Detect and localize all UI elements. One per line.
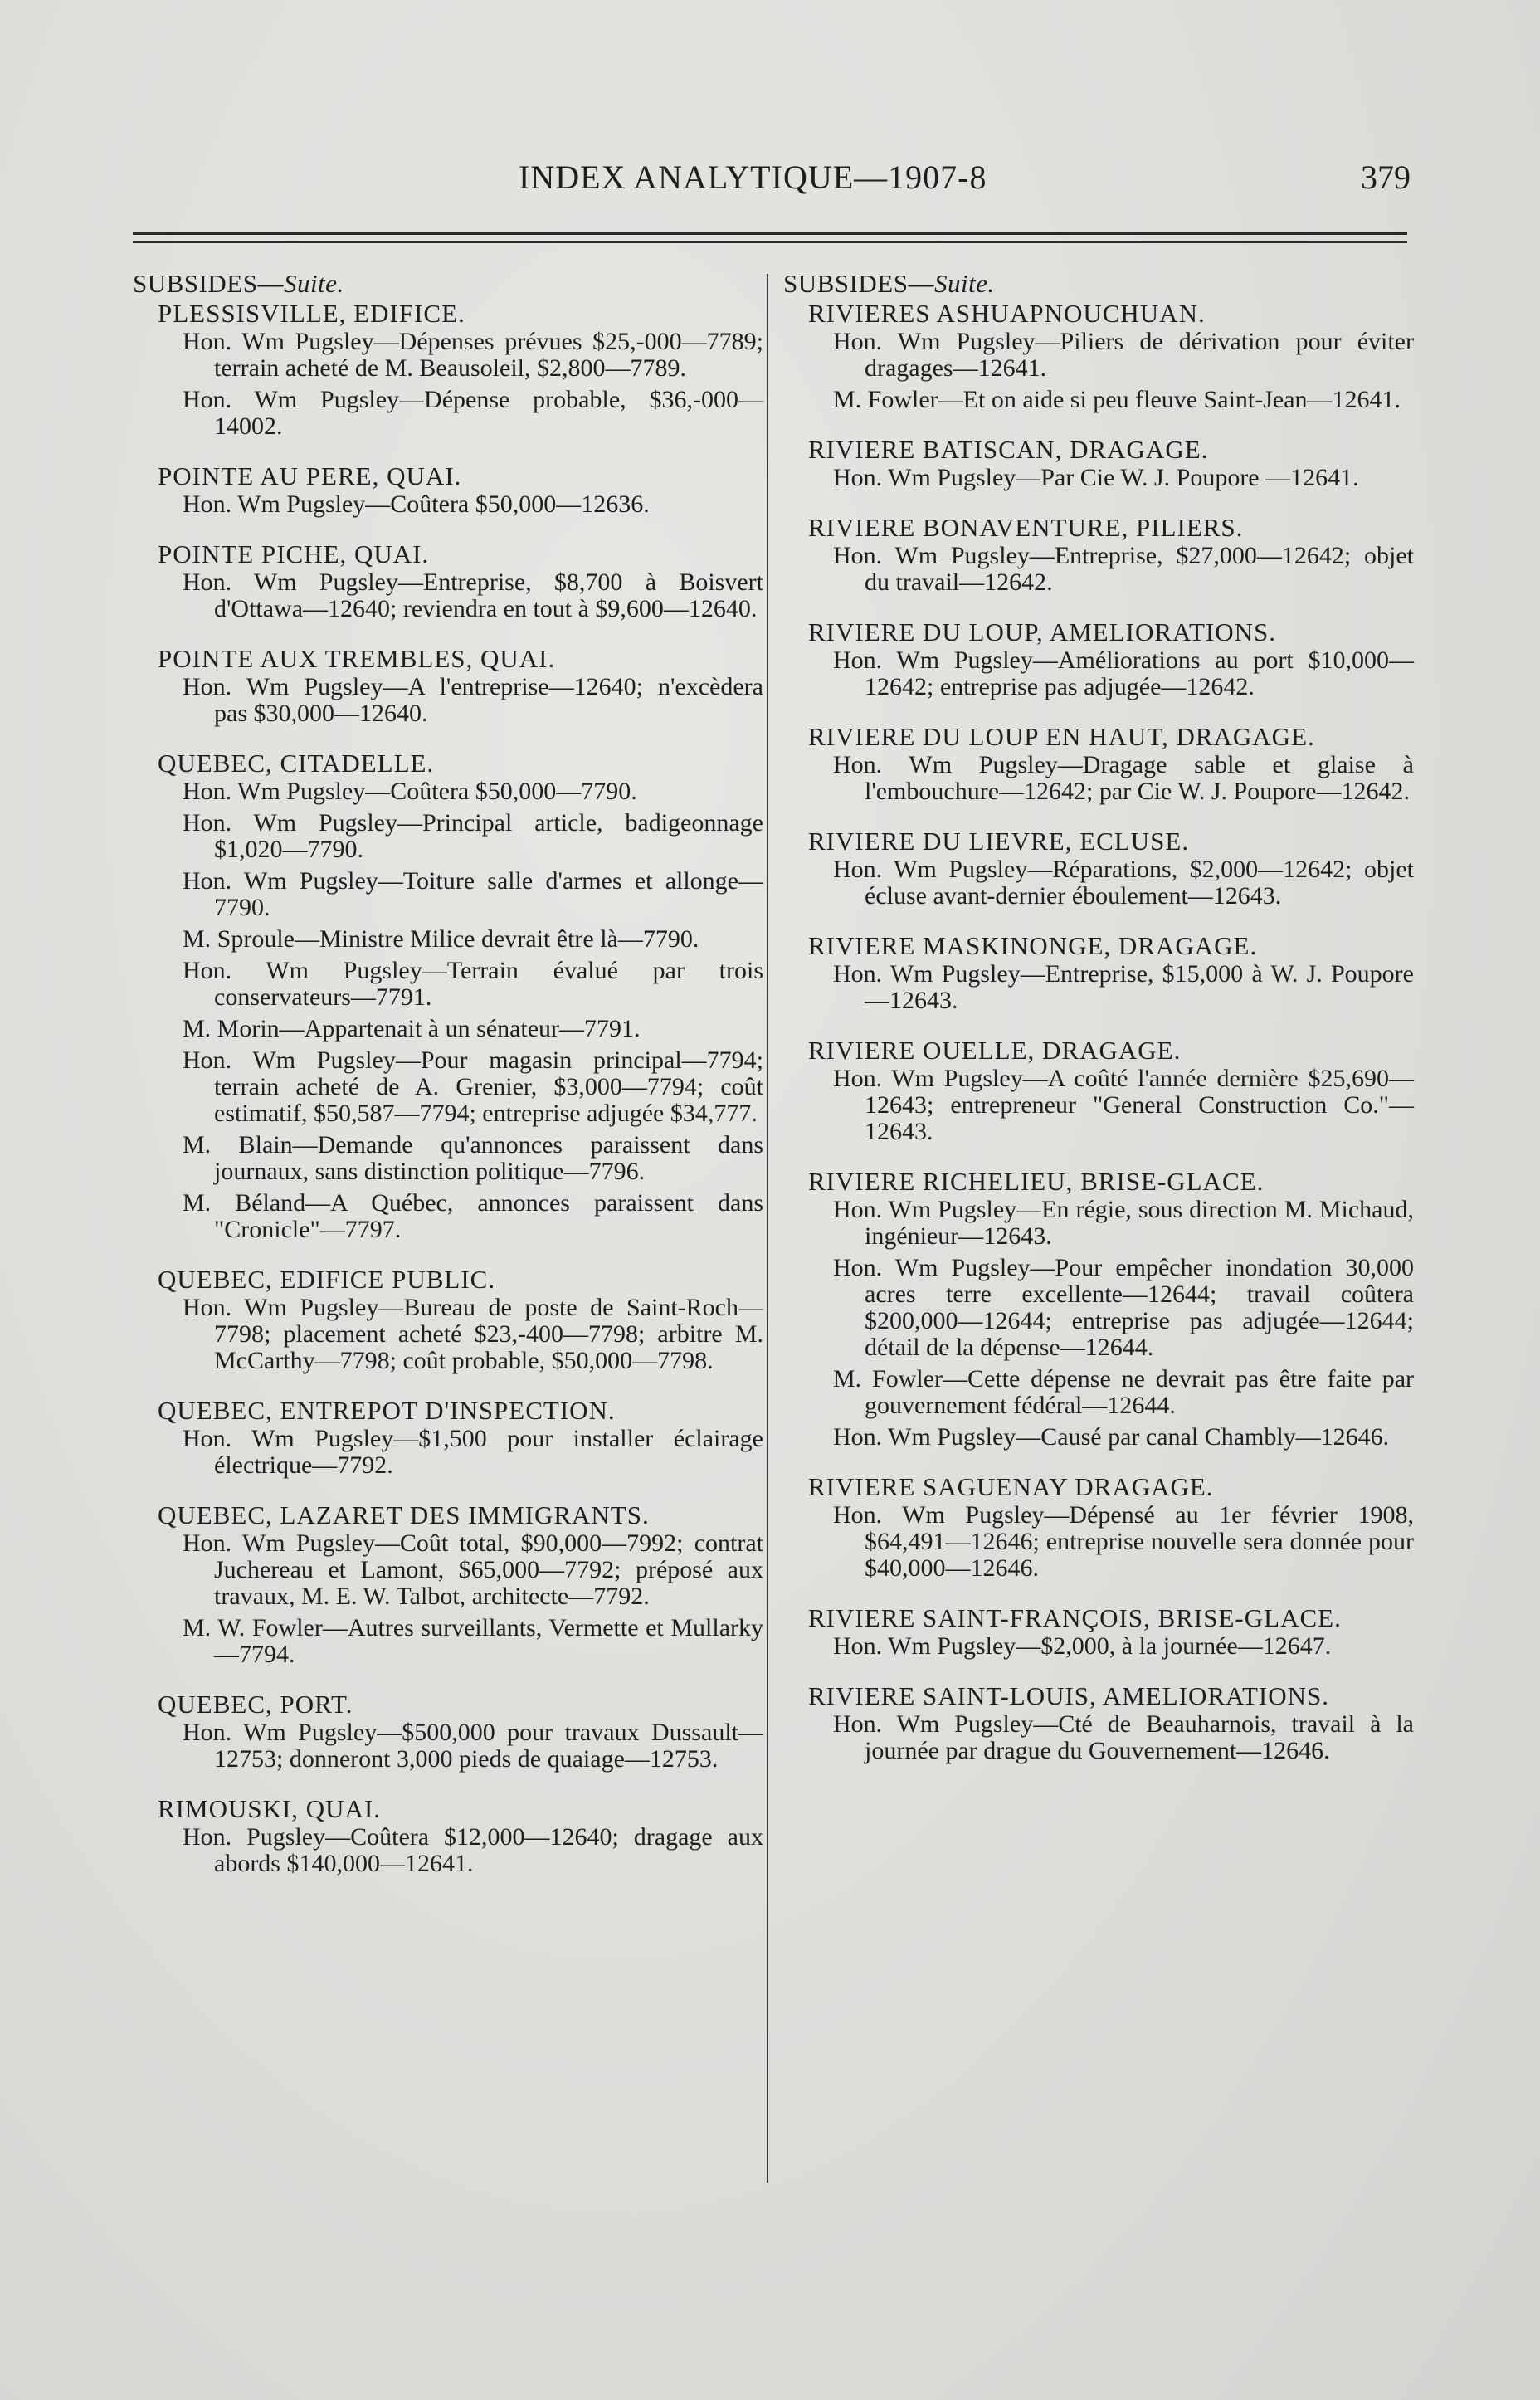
- entry-reference: Hon. Wm Pugsley—Entreprise, $27,000—12642; objet du travail—12642.: [833, 542, 1414, 596]
- entry-reference: Hon. Wm Pugsley—Réparations, $2,000—12642; objet écluse avant-dernier éboulement—12643.: [833, 856, 1414, 910]
- header-rule-thin: [133, 241, 1407, 243]
- entry-reference: Hon. Wm Pugsley—Dépense probable, $36,-000—14002.: [183, 386, 763, 440]
- section-heading-suite: Suite.: [933, 269, 995, 298]
- entry-reference: Hon. Wm Pugsley—Par Cie W. J. Poupore —12641.: [833, 464, 1359, 491]
- entry-reference: Hon. Wm Pugsley—Bureau de poste de Saint-Roch—7798; placement acheté $23,-400—7798; arbitre M. McCarthy—7798; coût probable, $50,000—7798.: [183, 1294, 763, 1374]
- index-entry: [783, 1474, 1414, 1582]
- entry-reference: Hon. Wm Pugsley—Coût total, $90,000—7992; contrat Juchereau et Lamont, $65,000—7792; préposé aux travaux, M. E. W. Talbot, architecte—7792.: [183, 1529, 763, 1610]
- entry-title: QUEBEC, PORT.: [158, 1690, 353, 1719]
- index-entry: [133, 1796, 763, 1877]
- entry-reference: Hon. Wm Pugsley—$2,000, à la journée—12647.: [833, 1632, 1332, 1660]
- entry-title: QUEBEC, EDIFICE PUBLIC.: [158, 1265, 496, 1294]
- entry-reference: Hon. Wm Pugsley—Terrain évalué par trois conservateurs—7791.: [183, 957, 763, 1011]
- section-heading: [133, 271, 763, 297]
- entry-title: RIVIERE RICHELIEU, BRISE-GLACE.: [808, 1167, 1265, 1196]
- entry-reference: Hon. Wm Pugsley—$500,000 pour travaux Dussault—12753; donneront 3,000 pieds de quaiage—12753.: [183, 1719, 763, 1773]
- index-entry: [783, 1683, 1414, 1764]
- entry-reference: Hon. Wm Pugsley—Cté de Beauharnois, travail à la journée par drague du Gouvernement—12646.: [833, 1710, 1414, 1764]
- page-header: [133, 158, 1411, 199]
- index-entry: [783, 619, 1414, 700]
- entry-reference: M. W. Fowler—Autres surveillants, Vermette et Mullarky—7794.: [183, 1614, 763, 1668]
- index-entry: [783, 828, 1414, 910]
- entry-title: RIVIERE BONAVENTURE, PILIERS.: [808, 513, 1244, 542]
- index-entry: [133, 646, 763, 727]
- entry-title: RIMOUSKI, QUAI.: [158, 1794, 382, 1823]
- entry-reference: Hon. Wm Pugsley—Principal article, badigeonnage $1,020—7790.: [183, 809, 763, 863]
- entry-title: POINTE AUX TREMBLES, QUAI.: [158, 644, 556, 673]
- entry-reference: M. Béland—A Québec, annonces paraissent dans "Cronicle"—7797.: [183, 1189, 763, 1243]
- entry-title: RIVIERE SAINT-FRANÇOIS, BRISE-GLACE.: [808, 1603, 1342, 1632]
- index-entry: [783, 724, 1414, 805]
- entry-title: QUEBEC, CITADELLE.: [158, 749, 435, 778]
- entry-reference: M. Sproule—Ministre Milice devrait être là—7790.: [183, 925, 699, 953]
- running-title: INDEX ANALYTIQUE—1907-8: [519, 159, 987, 196]
- entry-reference: Hon. Wm Pugsley—Entreprise, $8,700 à Boisvert d'Ottawa—12640; reviendra en tout à $9,600—12640.: [183, 568, 763, 622]
- entry-title: QUEBEC, LAZARET DES IMMIGRANTS.: [158, 1500, 650, 1529]
- entry-title: POINTE PICHE, QUAI.: [158, 539, 430, 568]
- index-entry: [133, 1398, 763, 1479]
- index-entry: [133, 1691, 763, 1773]
- entry-reference: Hon. Wm Pugsley—$1,500 pour installer éclairage électrique—7792.: [183, 1425, 763, 1479]
- entry-reference: Hon. Wm Pugsley—Pour magasin principal—7794; terrain acheté de A. Grenier, $3,000—7794; coût estimatif, $50,587—7794; entreprise adjugée $34,777.: [183, 1046, 763, 1127]
- index-entry: [133, 1266, 763, 1374]
- entry-reference: Hon. Wm Pugsley—Améliorations au port $10,000—12642; entreprise pas adjugée—12642.: [833, 646, 1414, 700]
- index-entry: [783, 1168, 1414, 1451]
- entry-title: RIVIERE SAGUENAY DRAGAGE.: [808, 1472, 1214, 1501]
- entry-reference: Hon. Wm Pugsley—En régie, sous direction M. Michaud, ingénieur—12643.: [833, 1196, 1414, 1250]
- entry-reference: Hon. Pugsley—Coûtera $12,000—12640; dragage aux abords $140,000—12641.: [183, 1823, 763, 1877]
- entry-reference: Hon. Wm Pugsley—Coûtera $50,000—7790.: [183, 778, 637, 805]
- entry-reference: Hon. Wm Pugsley—Dépensé au 1er février 1908, $64,491—12646; entreprise nouvelle sera donnée pour $40,000—12646.: [833, 1501, 1414, 1582]
- entry-reference: M. Blain—Demande qu'annonces paraissent dans journaux, sans distinction politique—7796.: [183, 1131, 763, 1185]
- entry-title: PLESSISVILLE, EDIFICE.: [158, 299, 465, 328]
- section-heading-suite: Suite.: [283, 269, 344, 298]
- entry-reference: Hon. Wm Pugsley—A coûté l'année dernière $25,690—12643; entrepreneur "General Construction Co."—12643.: [833, 1065, 1414, 1145]
- index-entry: [783, 515, 1414, 596]
- entry-reference: Hon. Wm Pugsley—Dragage sable et glaise à l'embouchure—12642; par Cie W. J. Poupore—12642.: [833, 751, 1414, 805]
- section-heading: [783, 271, 1414, 297]
- column-divider: [767, 274, 768, 2183]
- section-heading-main: SUBSIDES—: [783, 269, 934, 298]
- entry-title: RIVIERE MASKINONGE, DRAGAGE.: [808, 931, 1258, 960]
- index-entry: [783, 1605, 1414, 1660]
- index-entry: [133, 541, 763, 622]
- entry-reference: Hon. Wm Pugsley—Dépenses prévues $25,-000—7789; terrain acheté de M. Beausoleil, $2,800—7789.: [183, 328, 763, 382]
- entry-title: RIVIERE DU LOUP EN HAUT, DRAGAGE.: [808, 722, 1315, 751]
- entry-title: RIVIERES ASHUAPNOUCHUAN.: [808, 299, 1206, 328]
- entry-title: RIVIERE OUELLE, DRAGAGE.: [808, 1036, 1182, 1065]
- index-entry: [133, 300, 763, 440]
- section-heading-main: SUBSIDES—: [133, 269, 284, 298]
- entry-title: RIVIERE DU LOUP, AMELIORATIONS.: [808, 617, 1277, 646]
- entry-title: QUEBEC, ENTREPOT D'INSPECTION.: [158, 1396, 616, 1425]
- entry-title: RIVIERE DU LIEVRE, ECLUSE.: [808, 827, 1190, 856]
- entry-reference: Hon. Wm Pugsley—Piliers de dérivation pour éviter dragages—12641.: [833, 328, 1414, 382]
- entry-reference: Hon. Wm Pugsley—Coûtera $50,000—12636.: [183, 490, 650, 518]
- index-entry: [783, 933, 1414, 1014]
- page-number: 379: [1361, 159, 1411, 196]
- entry-reference: M. Fowler—Et on aide si peu fleuve Saint-Jean—12641.: [833, 386, 1401, 413]
- entry-title: RIVIERE SAINT-LOUIS, AMELIORATIONS.: [808, 1681, 1330, 1710]
- entry-title: RIVIERE BATISCAN, DRAGAGE.: [808, 435, 1209, 464]
- entry-reference: M. Morin—Appartenait à un sénateur—7791.: [183, 1015, 641, 1042]
- entry-reference: M. Fowler—Cette dépense ne devrait pas être faite par gouvernement fédéral—12644.: [833, 1365, 1414, 1419]
- entry-reference: Hon. Wm Pugsley—Entreprise, $15,000 à W. J. Poupore—12643.: [833, 960, 1414, 1014]
- index-entry: [133, 463, 763, 518]
- header-rule-thick: [133, 232, 1407, 235]
- index-entry: [783, 437, 1414, 491]
- index-entry: [133, 750, 763, 1243]
- entry-reference: Hon. Wm Pugsley—Causé par canal Chambly—12646.: [833, 1423, 1390, 1451]
- entry-reference: Hon. Wm Pugsley—A l'entreprise—12640; n'excèdera pas $30,000—12640.: [183, 673, 763, 727]
- entry-reference: Hon. Wm Pugsley—Toiture salle d'armes et allonge—7790.: [183, 867, 763, 921]
- left-column: [133, 271, 763, 1900]
- index-entry: [783, 300, 1414, 413]
- right-column: [783, 271, 1414, 1788]
- entry-title: POINTE AU PERE, QUAI.: [158, 461, 462, 490]
- index-entry: [783, 1037, 1414, 1145]
- index-entry: [133, 1502, 763, 1668]
- entry-reference: Hon. Wm Pugsley—Pour empêcher inondation 30,000 acres terre excellente—12644; travail coûtera $200,000—12644; entreprise pas adjugée—12644; détail de la dépense—12644.: [833, 1254, 1414, 1361]
